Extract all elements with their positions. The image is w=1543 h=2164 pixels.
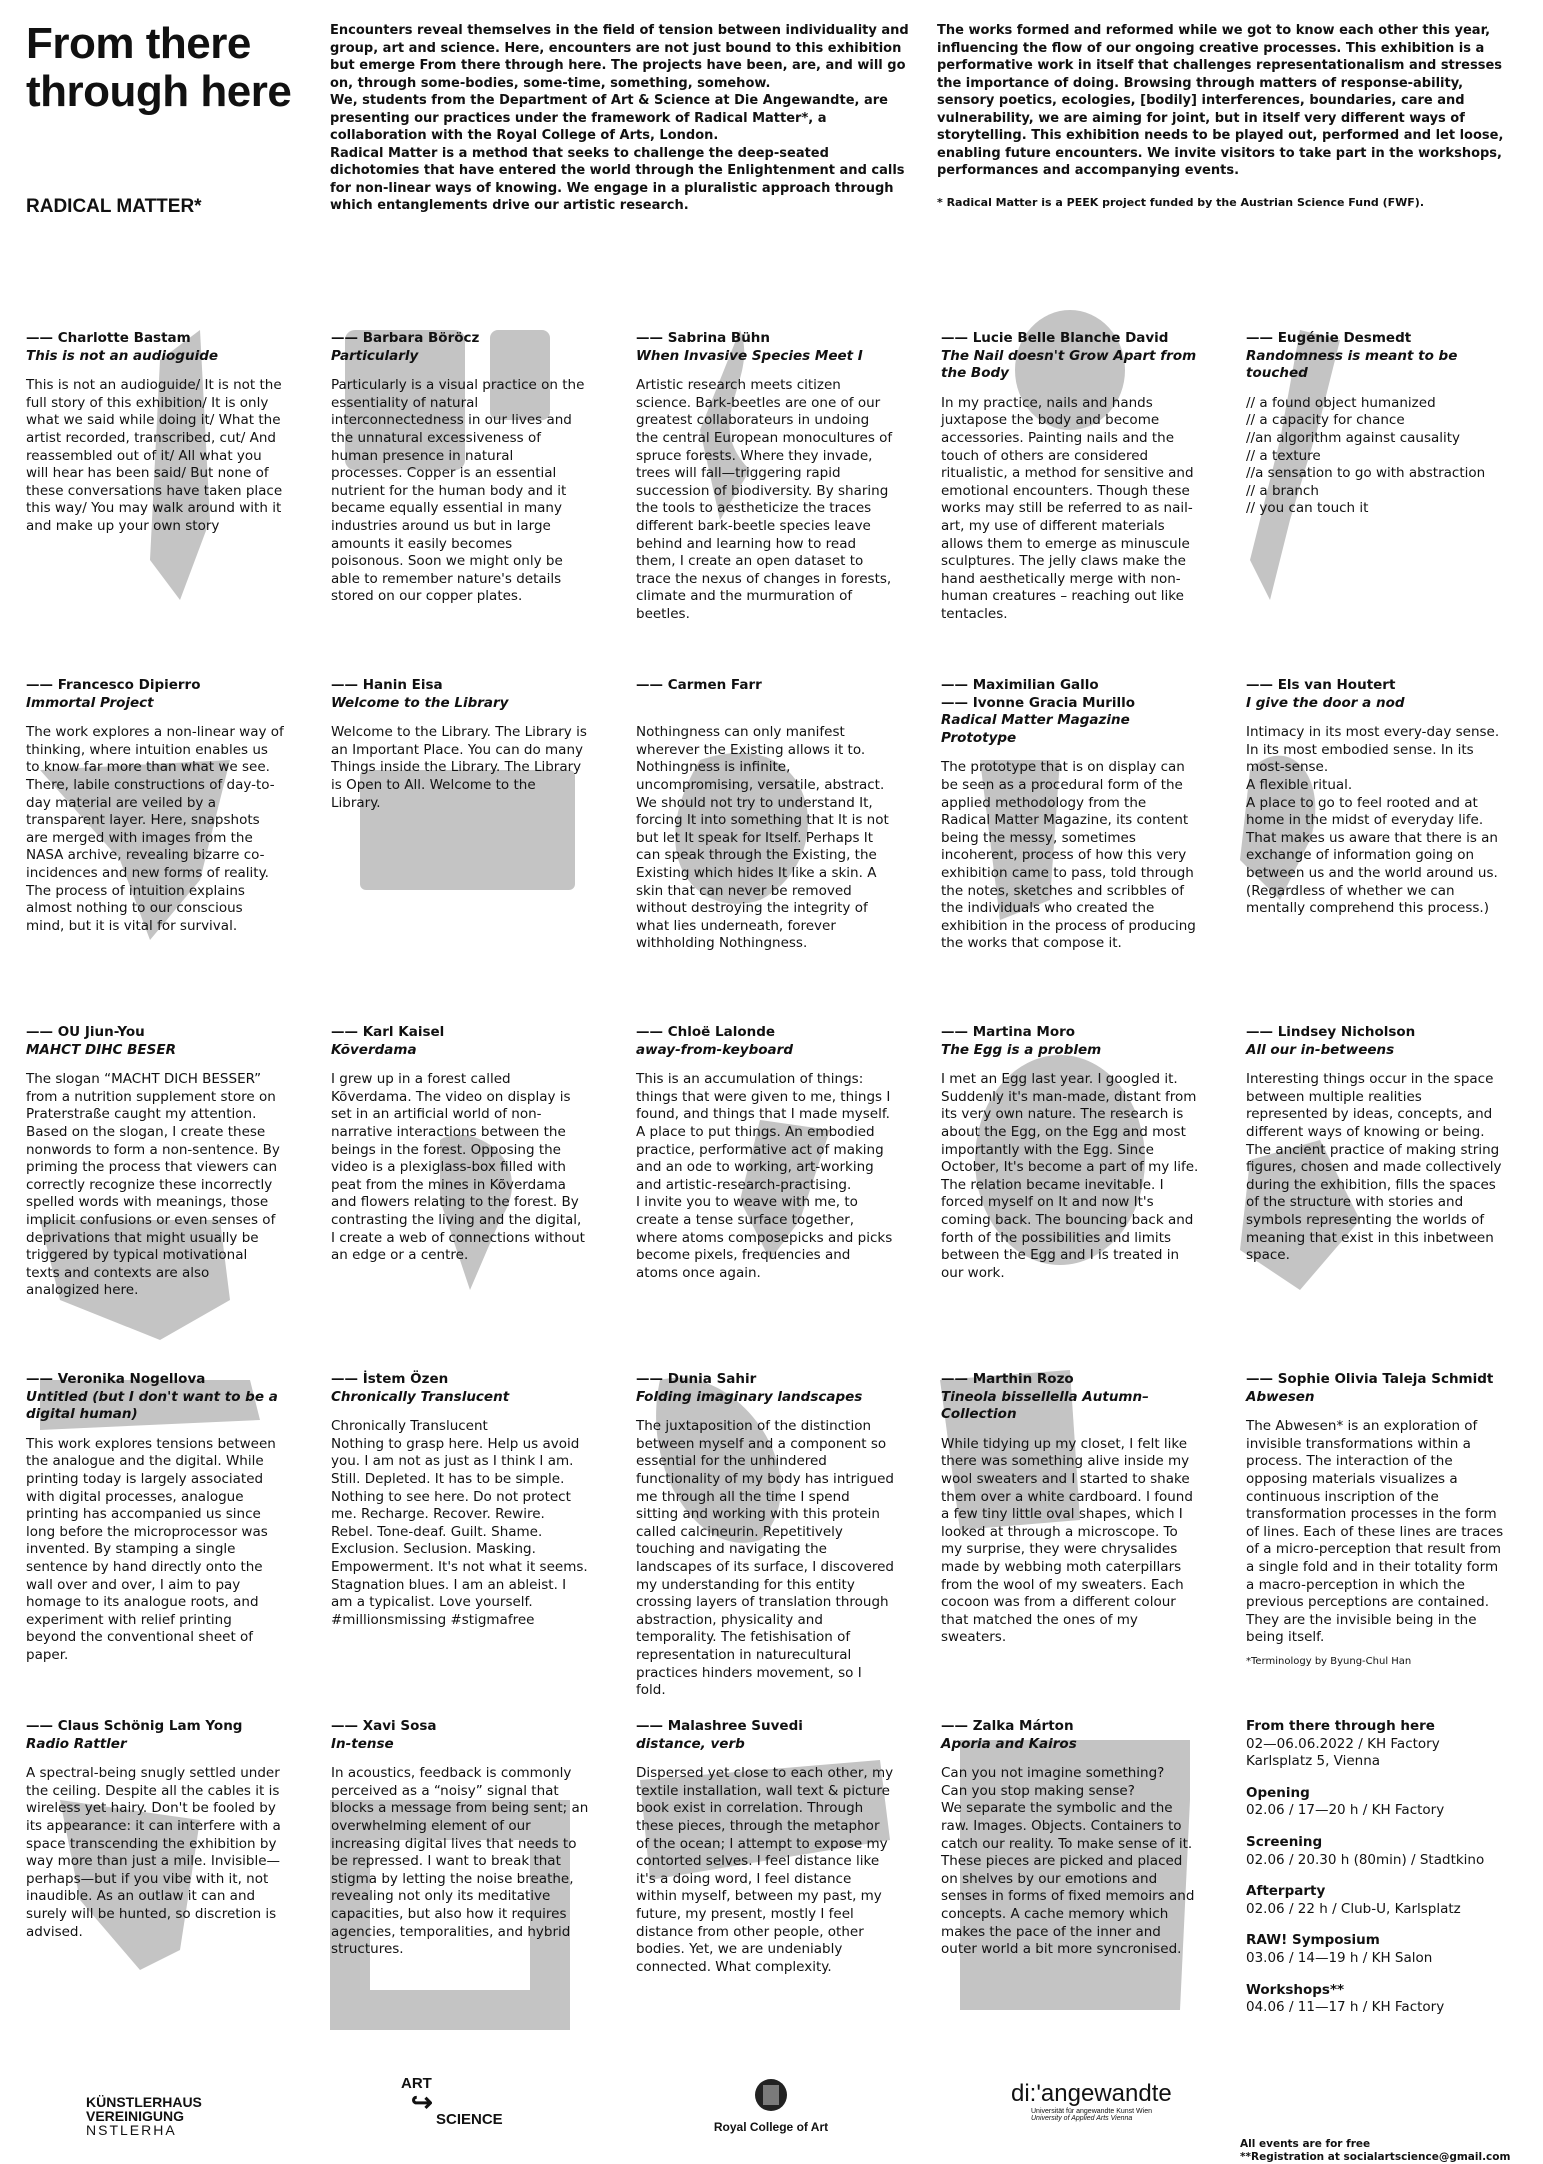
artist-name: —— Els van Houtert xyxy=(1246,677,1504,695)
entry-martina-moro xyxy=(941,1024,1199,1282)
entry-text: // a found object humanized // a capacity for chance //an algorithm against causality // a texture //a sensation to go with abstraction // a branch // you can touch it xyxy=(1246,394,1486,517)
entry-sophie-schmidt xyxy=(1246,1371,1504,1671)
work-title: distance, verb xyxy=(636,1735,745,1752)
title-line-2: through here xyxy=(26,67,292,116)
entry-text: Dispersed yet close to each other, my textile installation, wall text & picture book exist in correlation. Through these pieces, through the metaphor of the ocean; I attempt to expose my contorted selves. I feel distance like it's a doing word, I feel distance within myself, between my past, my future, my present, mostly I feel distance from other people, other bodies. Yet, we are undeniably connected. What complexity. xyxy=(636,1765,894,1975)
entry-lucie-david xyxy=(941,330,1199,624)
event-workshops xyxy=(1246,1982,1504,2017)
entry-claus-schonig xyxy=(26,1718,284,1941)
work-title: away-from-keyboard xyxy=(636,1041,793,1058)
entry-text: I grew up in a forest called Kõverdama. The video on display is set in an artificial world of non-narrative interactions between the beings in the forest. Opposing the video is a plexiglass-box filled with peat from the mines in Kõverdama and flowers relating to the forest. By contrasting the living and the digital, I create a web of connections without an edge or a centre. xyxy=(331,1071,585,1264)
artist-name: —— Malashree Suvedi xyxy=(636,1718,894,1736)
event-detail: 02.06 / 20.30 h (80min) / Stadtkino xyxy=(1246,1851,1485,1868)
intro-paragraph: We, students from the Department of Art & Science at Die Angewandte, are presenting our practices under the framework of Radical Matter*, a collaboration with the Royal College of Arts, London. xyxy=(330,93,888,143)
logo-text: VEREINIGUNG xyxy=(86,2108,185,2124)
entry-text: A spectral-being snugly settled under the ceiling. Despite all the cables it is wireless yet hairy. Don't be fooled by its appearance: it can interfere with a space transcending the exhibition by way more than just a mile. Invisible—perhaps—but if you vibe with it, not inaudible. As an outlaw it can and surely will be hunted, so discretion is advised. xyxy=(26,1765,281,1940)
event-name: Workshops** xyxy=(1246,1981,1345,1998)
entry-veronika-nogellova xyxy=(26,1371,284,1665)
work-title: This is not an audioguide xyxy=(26,347,219,364)
work-title: Kõverdama xyxy=(331,1041,417,1058)
event-name: Afterparty xyxy=(1246,1883,1326,1900)
work-title: Randomness is meant to be touched xyxy=(1246,347,1458,382)
crest-icon xyxy=(751,2075,791,2115)
logo-text: ART xyxy=(401,2075,432,2092)
entry-note: *Terminology by Byung-Chul Han xyxy=(1246,1655,1412,1667)
entry-text: Nothingness can only manifest wherever the Existing allows it to. Nothingness is infinite, uncompromising, versatile, abstract. We should not try to understand It, forcing It into something that It is not but let It speak for Itself. Perhaps It can speak through the Existing, the Existing which hides It like a skin. A skin that can never be removed without destroying the integrity of what lies underneath, forever withholding Nothingness. xyxy=(636,724,889,952)
entry-francesco-dipierro xyxy=(26,677,284,935)
artist-name-2: —— Ivonne Gracia Murillo xyxy=(941,695,1199,713)
work-title: When Invasive Species Meet I xyxy=(636,347,863,364)
kunstlerhaus-logo xyxy=(86,2095,202,2137)
work-title: Radio Rattler xyxy=(26,1735,127,1752)
entry-malashree-suvedi xyxy=(636,1718,894,1976)
entry-text: Intimacy in its most every-day sense. In its most embodied sense. In its most-sense. A flexible ritual. A place to go to feel rooted and at home in the midst of everyday life. That makes us aware that there is an exchange of information going on between us and the world around us. (Regardless of whether we can mentally comprehend this process.) xyxy=(1246,724,1500,917)
art-science-logo xyxy=(401,2075,503,2129)
entry-text: Interesting things occur in the space between multiple realities represented by ideas, concepts, and different ways of knowing or being. The ancient practice of making string figures, chosen and made collectively during the exhibition, fills the spaces of the structure with stories and symbols representing the worlds of meaning that exist in this inbetween space. xyxy=(1246,1071,1502,1264)
artist-name: —— Martina Moro xyxy=(941,1024,1199,1042)
event-name: Opening xyxy=(1246,1784,1310,1801)
intro-paragraph: The works formed and reformed while we got to know each other this year, influencing the flow of our ongoing creative processes. This exhibition is a performative work in itself that challenges representationalism and stresses the importance of doing. Browsing through matters of response-ability, sensory poetics, ecologies, [bodily] interferences, boundaries, care and vulnerability, we are aiming for joint, but in itself very different ways of storytelling. This exhibition needs to be played out, performed and let loose, enabling future encounters. We invite visitors to take part in the workshops, performances and accompanying events. xyxy=(937,23,1504,178)
artist-name: —— Maximilian Gallo xyxy=(941,677,1199,695)
rca-logo xyxy=(706,2075,836,2134)
artist-name: —— Xavi Sosa xyxy=(331,1718,589,1736)
artist-name: —— Marthin Rozo xyxy=(941,1371,1199,1389)
entry-text: Particularly is a visual practice on the essentiality of natural interconnectedness in our lives and the unnatural excessiveness of human presence in natural processes. Copper is an essential nutrient for the human body and it became equally essential in many industries around us but in large amounts it easily becomes poisonous. Soon we might only be able to remember nature's details stored on our copper plates. xyxy=(331,377,585,605)
info-dates: 02—06.06.2022 / KH Factory xyxy=(1246,1735,1440,1752)
artist-name: —— Lindsey Nicholson xyxy=(1246,1024,1504,1042)
entry-text: The slogan “MACHT DICH BESSER” from a nutrition supplement store on Praterstraße caught my attention. Based on the slogan, I create these nonwords to form a non-sentence. By priming the process that viewers can correctly recognize these incorrectly spelled words with meanings, those implicit confusions or even senses of deprivations that might usually be triggered by typical motivational texts and contexts are also analogized here. xyxy=(26,1071,280,1299)
entry-text: The prototype that is on display can be seen as a procedural form of the applied methodology from the Radical Matter Magazine, its content being the messy, sometimes incoherent, process of how this very exhibition came to pass, told through the notes, sketches and scribbles of the individuals who created the exhibition in the process of producing the works that compose it. xyxy=(941,759,1196,952)
artist-name: —— Sophie Olivia Taleja Schmidt xyxy=(1246,1371,1504,1389)
info-address: Karlsplatz 5, Vienna xyxy=(1246,1753,1381,1770)
event-detail: 04.06 / 11—17 h / KH Factory xyxy=(1246,1999,1445,2016)
artist-name: —— Lucie Belle Blanche David xyxy=(941,330,1199,348)
work-title xyxy=(636,695,894,713)
artist-name: —— Chloë Lalonde xyxy=(636,1024,894,1042)
work-title: Immortal Project xyxy=(26,694,154,711)
artist-name: —— Zalka Márton xyxy=(941,1718,1199,1736)
footer-note xyxy=(1240,2138,1510,2164)
footer-registration: **Registration at socialartscience@gmail.com xyxy=(1240,2151,1511,2163)
logo-text: di:'angewandte xyxy=(1011,2080,1172,2107)
entry-text: The Abwesen* is an exploration of invisible transformations within a process. The interaction of the opposing materials visualizes a continuous inscription of the transformation processes in the form of lines. Each of these lines are traces of a micro-perception that result from a single fold and in their totality form a macro-perception in which the previous perceptions are contained. They are the invisible being in the being itself. xyxy=(1246,1418,1504,1646)
entry-text: Artistic research meets citizen science. Bark-beetles are one of our greatest collaborateurs in undoing the central European monocultures of spruce forests. Where they invade, trees will fall—triggering rapid succession of biodiversity. By sharing the tools to aestheticize the traces different bark-beetle species leave behind and learning how to read them, I create an open dataset to trace the nexus of changes in forests, climate and the murmuration of beetles. xyxy=(636,377,893,622)
arrow-icon: ↪ xyxy=(411,2087,433,2117)
entry-text: In acoustics, feedback is commonly perceived as a “noisy” signal that blocks a message from being sent; an overwhelming element of our increasing digital lives that needs to be repressed. I want to break that stigma by letting the noise breathe, revealing not only its meditative capacities, but also how it requires agencies, temporalities, and hybrid structures. xyxy=(331,1765,589,1958)
artist-name: —— Carmen Farr xyxy=(636,677,894,695)
artist-name: —— Sabrina Bühn xyxy=(636,330,894,348)
event-screening xyxy=(1246,1834,1504,1869)
work-title: All our in-betweens xyxy=(1246,1041,1395,1058)
logo-subtext: University of Applied Arts Vienna xyxy=(1031,2115,1133,2122)
entry-els-van-houtert xyxy=(1246,677,1504,918)
artist-name: —— Karl Kaisel xyxy=(331,1024,589,1042)
logo-text: Royal College of Art xyxy=(713,2120,829,2134)
event-detail: 03.06 / 14—19 h / KH Salon xyxy=(1246,1949,1433,1966)
entry-eugenie-desmedt xyxy=(1246,330,1504,518)
event-detail: 02.06 / 22 h / Club-U, Karlsplatz xyxy=(1246,1900,1461,1917)
artist-name: —— Dunia Sahir xyxy=(636,1371,894,1389)
event-afterparty xyxy=(1246,1883,1504,1918)
artist-name: —— Charlotte Bastam xyxy=(26,330,284,348)
artist-name: —— İstem Özen xyxy=(331,1371,589,1389)
work-title: MAHCT DIHC BESER xyxy=(26,1041,176,1058)
entry-text: In my practice, nails and hands juxtapose the body and become accessories. Painting nails and the touch of others are considered ritualistic, a method for sensitive and emotional encounters. Though these works may still be referred to as nail-art, my use of different materials allows them to emerge as minuscule sculptures. The jelly claws make the hand aesthetically merge with non-human creatures – reaching out like tentacles. xyxy=(941,394,1194,622)
entry-chloe-lalonde xyxy=(636,1024,894,1282)
entry-xavi-sosa xyxy=(331,1718,589,1959)
logo-text: NSTLERHA xyxy=(86,2122,177,2138)
work-title: Folding imaginary landscapes xyxy=(636,1388,863,1405)
work-title: Welcome to the Library xyxy=(331,694,509,711)
logo-subtext: Universität für angewandte Kunst Wien xyxy=(1031,2108,1153,2115)
artist-name: —— Eugénie Desmedt xyxy=(1246,330,1504,348)
entry-zalka-marton xyxy=(941,1718,1199,1959)
event-detail: 02.06 / 17—20 h / KH Factory xyxy=(1246,1802,1445,1819)
work-title: The Nail doesn't Grow Apart from the Body xyxy=(941,347,1197,382)
entry-dunia-sahir xyxy=(636,1371,894,1700)
entry-text: This work explores tensions between the analogue and the digital. While printing today is largely associated with digital processes, analogue printing has accompanied us since long before the microprocessor was invented. By stamping a single sentence by hand directly onto the wall over and over, I aim to pay homage to its analogue roots, and experiment with relief printing beyond the conventional sheet of paper. xyxy=(26,1435,276,1663)
subtitle: RADICAL MATTER* xyxy=(26,196,202,217)
logo-text: KÜNSTLERHAUS xyxy=(86,2094,202,2110)
entry-text: I met an Egg last year. I googled it. Suddenly it's man-made, distant from its very own nature. The research is about the Egg, on the Egg and most importantly with the Egg. Since October, It's become a part of my life. The relation became inevitable. I forced myself on It and now It's coming back. The bouncing back and forth of the possibilities and limits between the Egg and I is treated in our work. xyxy=(941,1071,1199,1281)
entry-lindsey-nicholson xyxy=(1246,1024,1504,1265)
entry-istem-ozen xyxy=(331,1371,589,1629)
logo-bar xyxy=(26,2065,1526,2145)
work-title: Tineola bissellella Autumn–Collection xyxy=(941,1388,1149,1423)
intro-paragraph: Radical Matter is a method that seeks to challenge the deep-seated dichotomies that have entered the world through the Enlightenment and calls for non-linear ways of knowing. We engage in a pluralistic approach through which entanglements drive our artistic research. xyxy=(330,145,905,213)
entry-charlotte-bastam xyxy=(26,330,284,536)
entry-hanin-eisa xyxy=(331,677,589,812)
entry-karl-kaisel xyxy=(331,1024,589,1265)
entry-sabrina-buhn xyxy=(636,330,894,624)
entry-text: Can you not imagine something? Can you stop making sense? We separate the symbolic and the raw. Images. Objects. Containers to catch our reality. To make sense of it. These pieces are picked and placed on shelves by our emotions and senses in forms of fixed memoirs and concepts. A cache memory which makes the pace of the inner and outer world a bit more syncronised. xyxy=(941,1765,1195,1958)
work-title: I give the door a nod xyxy=(1246,694,1405,711)
info-title: From there through here xyxy=(1246,1718,1435,1734)
artist-name: —— Francesco Dipierro xyxy=(26,677,284,695)
work-title: Radical Matter Magazine Prototype xyxy=(941,712,1130,746)
work-title: Aporia and Kairos xyxy=(941,1735,1077,1752)
event-name: RAW! Symposium xyxy=(1246,1932,1380,1949)
footnote: * Radical Matter is a PEEK project funded by the Austrian Science Fund (FWF). xyxy=(937,195,1425,209)
entry-barbara-borocz xyxy=(331,330,589,606)
entry-text: This is not an audioguide/ It is not the full story of this exhibition/ It is only what we said while doing it/ What the artist recorded, transcribed, cut/ And reassembled out of it/ All what you will hear has been said/ But none of these conversations have taken place this way/ You may walk around with it and make up your own story xyxy=(26,377,283,534)
artist-name: —— OU Jiun-You xyxy=(26,1024,284,1042)
entry-text: Welcome to the Library. The Library is an Important Place. You can do many Things inside the Library. The Library is Open to All. Welcome to the Library. xyxy=(331,724,587,811)
entry-text: This is an accumulation of things: things that were given to me, things I found, and things that I made myself. A place to put things. An embodied practice, performative act of making and an ode to working, art-working and artistic-research-practising. I invite you to weave with me, to create a tense surface together, where atoms composepicks and picks become pixels, frequencies and atoms once again. xyxy=(636,1071,893,1281)
entry-text: Chronically Translucent Nothing to grasp here. Help us avoid you. I am not as just as I think I am. Still. Depleted. It has to be simple. Nothing to see here. Do not protect me. Recharge. Recover. Rewire. Rebel. Tone-deaf. Guilt. Shame. Exclusion. Seclusion. Masking. Empowerment. It's not what it seems. Stagnation blues. I am an ableist. I am a typicalist. Love yourself. #millionsmissing #stigmafree xyxy=(331,1418,588,1628)
artist-name: —— Veronika Nogellova xyxy=(26,1371,284,1389)
work-title: The Egg is a problem xyxy=(941,1041,1102,1058)
artist-name: —— Hanin Eisa xyxy=(331,677,589,695)
work-title: In-tense xyxy=(331,1735,394,1752)
title-line-1: From there xyxy=(26,19,251,68)
entry-marthin-rozo xyxy=(941,1371,1199,1647)
entry-ou-jiun-you xyxy=(26,1024,284,1300)
artist-name: —— Barbara Böröcz xyxy=(331,330,589,348)
work-title: Abwesen xyxy=(1246,1388,1315,1405)
entry-carmen-farr xyxy=(636,677,894,953)
entry-gallo-murillo xyxy=(941,677,1199,953)
work-title: Particularly xyxy=(331,347,419,364)
logo-text: SCIENCE xyxy=(436,2111,503,2128)
work-title: Chronically Translucent xyxy=(331,1388,510,1405)
event-symposium xyxy=(1246,1932,1504,1967)
entry-text: The juxtaposition of the distinction between myself and a component so essential for the unhindered functionality of my body has intrigued me through all the time I spend sitting and working with this protein called calcineurin. Repetitively touching and navigating the landscapes of its surface, I discovered my understanding for this entity crossing layers of translation through abstraction, physicality and temporality. The fetishisation of representation in naturecultural practices hinders movement, so I fold. xyxy=(636,1418,894,1699)
entry-text: The work explores a non-linear way of thinking, where intuition enables us to know far more than what we see. There, labile constructions of day-to-day material are veiled by a transparent layer. Here, snapshots are merged with images from the NASA archive, revealing bizarre co-incidences and new forms of reality. The process of intuition explains almost nothing to our conscious mind, but it is vital for survival. xyxy=(26,724,284,934)
entry-text: While tidying up my closet, I felt like there was something alive inside my wool sweaters and I started to shake them over a white cardboard. I found a few tiny little oval shapes, which I looked at through a microscope. To my surprise, they were chrysalides made by webbing moth caterpillars from the wool of my sweaters. Each cocoon was from a different colour that matched the ones of my sweaters. xyxy=(941,1435,1193,1646)
event-info xyxy=(1246,1718,1504,2031)
event-opening xyxy=(1246,1785,1504,1820)
footer-free: All events are for free xyxy=(1240,2138,1371,2150)
artist-name: —— Claus Schönig Lam Yong xyxy=(26,1718,284,1736)
angewandte-logo xyxy=(1011,2080,1172,2122)
work-title: Untitled (but I don't want to be a digital human) xyxy=(26,1388,278,1423)
event-name: Screening xyxy=(1246,1833,1323,1850)
intro-paragraph: Encounters reveal themselves in the field of tension between individuality and group, art and science. Here, encounters are not just bound to this exhibition but emerge From there through here. The projects have been, are, and will go on, through some-bodies, some-time, something, somehow. xyxy=(330,23,909,91)
